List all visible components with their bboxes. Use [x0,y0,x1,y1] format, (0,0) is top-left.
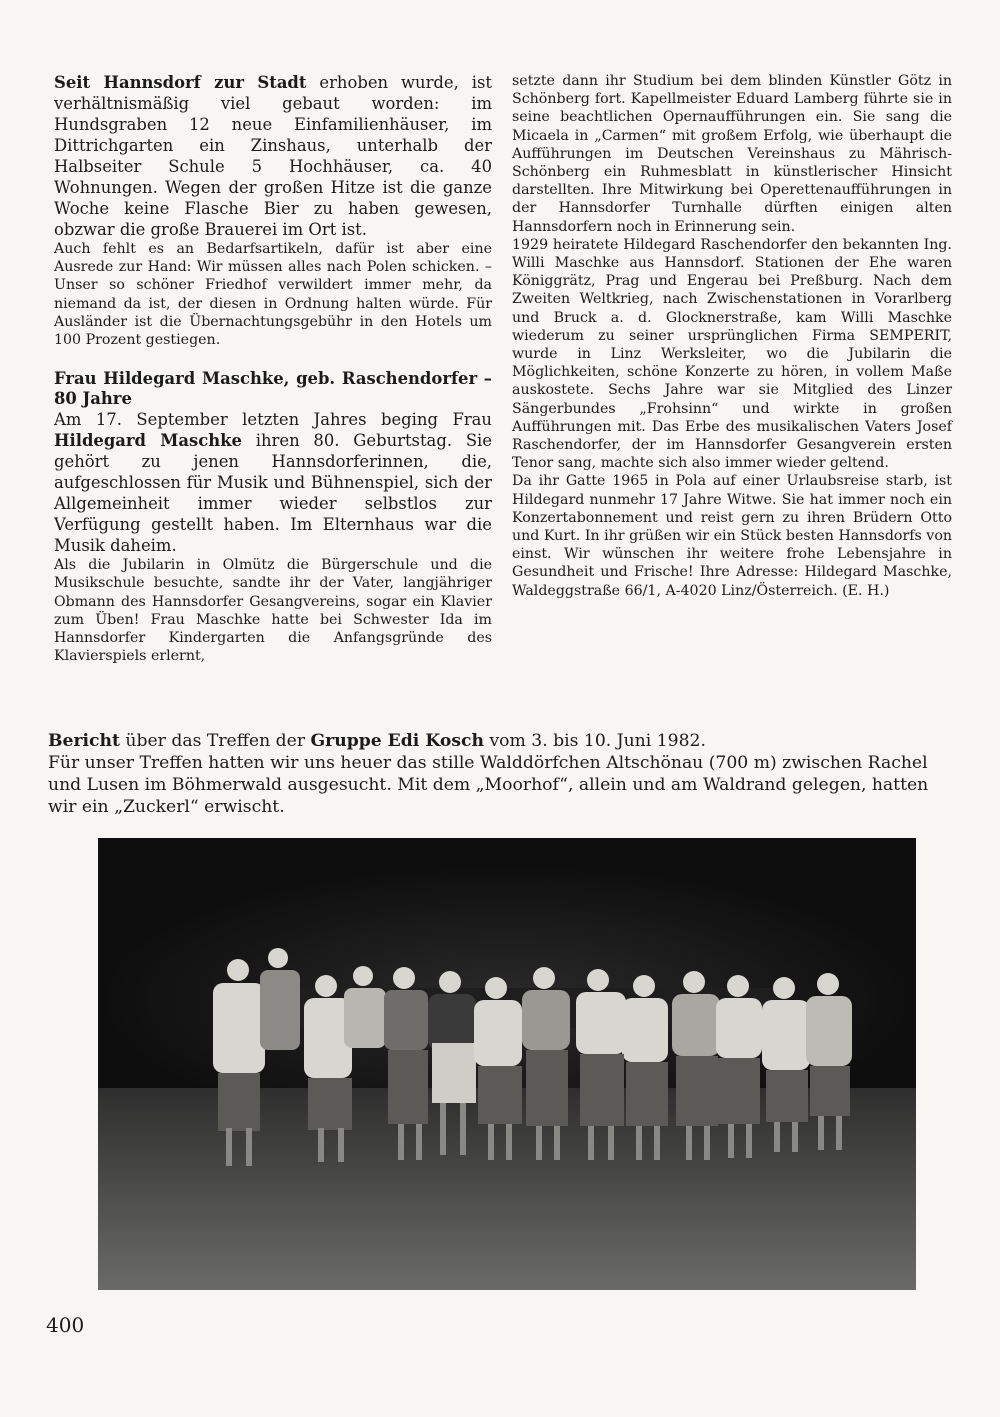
paragraph-text: erhoben wurde, ist verhältnismäßig viel gebaut worden: im Hundsgraben 12 neue Einfamilienhäuser, im Dittrichgarten ein Zinshaus, unterhalb der Halbseiter Schule 5 Hochhäuser, ca. 40 Wohnungen. Wegen der großen Hitze ist die ganze Woche keine Flasche Bier zu haben gewesen, obzwar die große Brauerei im Ort ist. [54,73,492,239]
page-number: 400 [46,1313,85,1337]
report-text: vom 3. bis 10. Juni 1982. [483,731,706,751]
person-name-bold: Hildegard Maschke [54,431,242,451]
paragraph-studies: setzte dann ihr Studium bei dem blinden Künstler Götz in Schönberg fort. Kapellmeister Eduard Lamberg führte sie in seine beachtlichen Opernaufführungen ein. Sie sang die Micaela in „Carmen“ mit großem Erfolg, wie überhaupt die Aufführungen im Deutschen Vereinshaus zu Mährisch-Schönberg ein Ruhmesblatt in künstlerischer Hinsicht darstellten. Ihre Mitwirkung bei Operettenaufführungen in der Hannsdorfer Turnhalle dürften einigen alten Hannsdorfern noch in Erinnerung sein. [512,73,952,235]
paragraph-lead-bold: Seit Hannsdorf zur Stadt [54,73,307,92]
paragraph-text: Am 17. September letzten Jahres beging Frau [54,410,492,430]
left-column [54,72,492,665]
report-title-line [48,730,958,752]
paragraph-widow: Da ihr Gatte 1965 in Pola auf einer Urlaubsreise starb, ist Hildegard nunmehr 17 Jahre Witwe. Sie hat immer noch ein Konzertabonnement und reist gern zu ihren Brüdern Otto und Kurt. In ihr grüßen wir ein Stück besten Hannsdorfs von einst. Wir wünschen ihr weitere frohe Lebensjahre in Gesundheit und Frische! Ihre Adresse: Hildegard Maschke, Waldeggstraße 66/1, A-4020 Linz/Österreich. (E. H.) [512,473,952,599]
paragraph-city-news [54,72,492,240]
group-photo-image [98,838,916,1290]
report-body: Für unser Treffen hatten wir uns heuer das stille Walddörfchen Altschönau (700 m) zwischen Rachel und Lusen im Böhmerwald ausgesucht. Mit dem „Moorhof“, allein und am Waldrand gelegen, hatten wir ein „Zuckerl“ erwischt. [48,753,929,817]
paragraph-shortages: Auch fehlt es an Bedarfsartikeln, dafür ist aber eine Ausrede zur Hand: Wir müssen alles nach Polen schicken. – Unser so schöner Friedhof verwildert immer mehr, da niemand da ist, der diesen in Ordnung halten würde. Für Ausländer ist die Übernachtungsgebühr in den Hotels um 100 Prozent gestiegen. [54,241,492,349]
paragraph-birthday-intro [54,409,492,556]
report-text: über das Treffen der [119,731,311,751]
group-name-bold: Gruppe Edi Kosch [310,731,484,751]
paragraph-text: ihren 80. Geburtstag. Sie gehört zu jenen Hannsdorferinnen, die, aufgeschlossen für Musik und Bühnenspiel, sich der Allgemeinheit immer wieder selbstlos zur Verfügung gestellt haben. Im Elternhaus war die Musik daheim. [54,431,492,556]
paragraph-music-school: Als die Jubilarin in Olmütz die Bürgerschule und die Musikschule besuchte, sandte ihr der Vater, langjähriger Obmann des Hannsdorfer Gesangvereins, sogar ein Klavier zum Üben! Frau Maschke hatte bei Schwester Ida im Hannsdorfer Kindergarten die Anfangsgründe des Klavierspiels erlernt, [54,557,492,665]
report-lead-bold: Bericht [48,731,120,751]
article-heading-birthday: Frau Hildegard Maschke, geb. Raschendorfer – 80 Jahre [54,369,492,409]
paragraph-marriage: 1929 heiratete Hildegard Raschendorfer den bekannten Ing. Willi Maschke aus Hannsdorf. Stationen der Ehe waren Königgrätz, Prag und Engerau bei Preßburg. Nach dem Zweiten Weltkrieg, nach Zwischenstationen in Vorarlberg und Bruck a. d. Glocknerstraße, kam Willi Maschke wiederum zu seiner ursprünglichen Firma SEMPERIT, wurde in Linz Werksleiter, wo die Jubilarin die Möglichkeiten, schöne Konzerte zu hören, in vollem Maße auskostete. Sechs Jahre war sie Mitglied des Linzer Sängerbundes „Frohsinn“ und wirkte in großen Aufführungen mit. Das Erbe des musikalischen Vaters Josef Raschendorfer, der im Hannsdorfer Gesangverein ersten Tenor sang, machte sich also immer wieder geltend. [512,236,952,472]
report-section [48,730,958,818]
right-column [512,72,952,600]
group-photo [98,838,916,1290]
